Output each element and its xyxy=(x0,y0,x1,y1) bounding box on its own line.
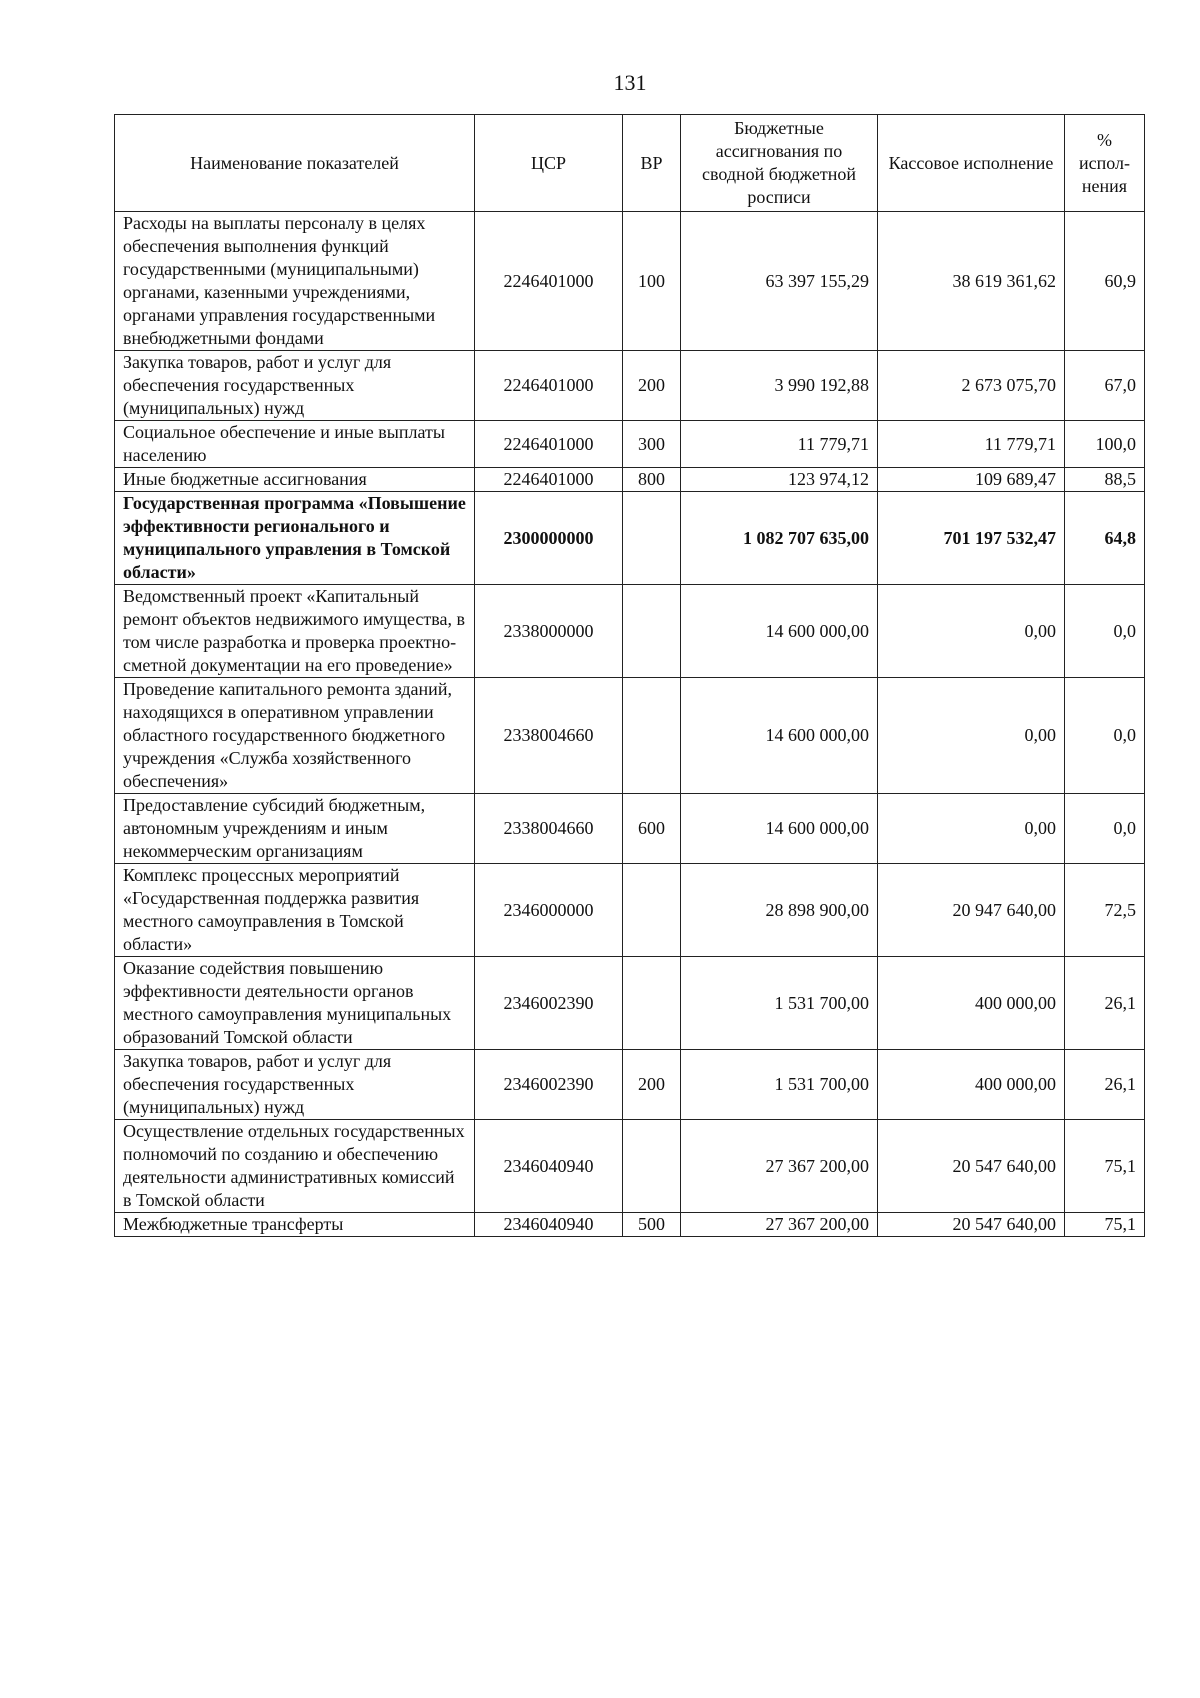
cell-vr xyxy=(623,1120,681,1213)
cell-vr xyxy=(623,678,681,794)
cell-csr: 2338000000 xyxy=(475,585,623,678)
cell-execution: 109 689,47 xyxy=(878,468,1065,492)
cell-execution: 11 779,71 xyxy=(878,421,1065,468)
table-row xyxy=(115,468,1145,492)
cell-name: Закупка товаров, работ и услуг для обеспечения государственных (муниципальных) нужд xyxy=(115,351,475,421)
cell-name: Комплекс процессных мероприятий «Государственная поддержка развития местного самоуправления в Томской области» xyxy=(115,864,475,957)
cell-execution: 20 947 640,00 xyxy=(878,864,1065,957)
cell-percent: 67,0 xyxy=(1065,351,1145,421)
table-row xyxy=(115,492,1145,585)
cell-percent: 75,1 xyxy=(1065,1213,1145,1237)
cell-name: Ведомственный проект «Капитальный ремонт объектов недвижимого имущества, в том числе разработка и проверка проектно-сметной документации на его проведение» xyxy=(115,585,475,678)
cell-budget: 63 397 155,29 xyxy=(681,212,878,351)
cell-budget: 11 779,71 xyxy=(681,421,878,468)
cell-name: Межбюджетные трансферты xyxy=(115,1213,475,1237)
cell-budget: 1 082 707 635,00 xyxy=(681,492,878,585)
cell-name: Социальное обеспечение и иные выплаты населению xyxy=(115,421,475,468)
cell-budget: 28 898 900,00 xyxy=(681,864,878,957)
cell-budget: 3 990 192,88 xyxy=(681,351,878,421)
cell-csr: 2246401000 xyxy=(475,212,623,351)
cell-csr: 2346040940 xyxy=(475,1213,623,1237)
cell-name: Закупка товаров, работ и услуг для обеспечения государственных (муниципальных) нужд xyxy=(115,1050,475,1120)
cell-name: Проведение капитального ремонта зданий, находящихся в оперативном управлении областного государственного бюджетного учреждения «Служба хозяйственного обеспечения» xyxy=(115,678,475,794)
header-name: Наименование показателей xyxy=(115,115,475,212)
cell-name: Иные бюджетные ассигнования xyxy=(115,468,475,492)
table-row xyxy=(115,351,1145,421)
cell-vr xyxy=(623,492,681,585)
cell-csr: 2338004660 xyxy=(475,794,623,864)
cell-vr: 300 xyxy=(623,421,681,468)
cell-percent: 100,0 xyxy=(1065,421,1145,468)
header-percent xyxy=(1065,115,1145,212)
cell-execution: 0,00 xyxy=(878,794,1065,864)
cell-csr: 2246401000 xyxy=(475,421,623,468)
cell-vr: 500 xyxy=(623,1213,681,1237)
cell-budget: 14 600 000,00 xyxy=(681,678,878,794)
table-header-row xyxy=(115,115,1145,212)
cell-vr: 100 xyxy=(623,212,681,351)
table-row xyxy=(115,794,1145,864)
cell-csr: 2346002390 xyxy=(475,1050,623,1120)
budget-execution-table xyxy=(114,114,1145,1237)
page-number: 131 xyxy=(613,70,647,95)
cell-budget: 1 531 700,00 xyxy=(681,1050,878,1120)
cell-csr: 2346002390 xyxy=(475,957,623,1050)
cell-csr: 2300000000 xyxy=(475,492,623,585)
cell-execution: 20 547 640,00 xyxy=(878,1120,1065,1213)
cell-csr: 2246401000 xyxy=(475,468,623,492)
cell-csr: 2346040940 xyxy=(475,1120,623,1213)
table-row xyxy=(115,864,1145,957)
cell-csr: 2338004660 xyxy=(475,678,623,794)
cell-budget: 27 367 200,00 xyxy=(681,1120,878,1213)
cell-execution: 701 197 532,47 xyxy=(878,492,1065,585)
header-vr: ВР xyxy=(623,115,681,212)
cell-execution: 0,00 xyxy=(878,585,1065,678)
cell-csr: 2346000000 xyxy=(475,864,623,957)
cell-budget: 123 974,12 xyxy=(681,468,878,492)
table-row xyxy=(115,212,1145,351)
cell-percent: 75,1 xyxy=(1065,1120,1145,1213)
cell-execution: 38 619 361,62 xyxy=(878,212,1065,351)
cell-execution: 2 673 075,70 xyxy=(878,351,1065,421)
cell-budget: 27 367 200,00 xyxy=(681,1213,878,1237)
cell-budget: 14 600 000,00 xyxy=(681,794,878,864)
header-percent-text: % испол-нения xyxy=(1079,129,1130,196)
cell-name: Расходы на выплаты персоналу в целях обеспечения выполнения функций государственными (муниципальными) органами, казенными учреждениями, органами управления государственными внебюджетными фондами xyxy=(115,212,475,351)
cell-vr xyxy=(623,585,681,678)
cell-vr: 200 xyxy=(623,351,681,421)
cell-name: Государственная программа «Повышение эффективности регионального и муниципального управления в Томской области» xyxy=(115,492,475,585)
cell-percent: 26,1 xyxy=(1065,1050,1145,1120)
cell-execution: 20 547 640,00 xyxy=(878,1213,1065,1237)
header-budget: Бюджетные ассигнования по сводной бюджетной росписи xyxy=(681,115,878,212)
cell-vr: 800 xyxy=(623,468,681,492)
cell-percent: 72,5 xyxy=(1065,864,1145,957)
table-row xyxy=(115,678,1145,794)
cell-name: Оказание содействия повышению эффективности деятельности органов местного самоуправления муниципальных образований Томской области xyxy=(115,957,475,1050)
cell-budget: 14 600 000,00 xyxy=(681,585,878,678)
table-row xyxy=(115,1213,1145,1237)
header-execution: Кассовое исполнение xyxy=(878,115,1065,212)
cell-percent: 26,1 xyxy=(1065,957,1145,1050)
cell-name: Предоставление субсидий бюджетным, автономным учреждениям и иным некоммерческим организациям xyxy=(115,794,475,864)
cell-execution: 400 000,00 xyxy=(878,1050,1065,1120)
cell-execution: 0,00 xyxy=(878,678,1065,794)
cell-vr xyxy=(623,957,681,1050)
cell-percent: 0,0 xyxy=(1065,794,1145,864)
cell-csr: 2246401000 xyxy=(475,351,623,421)
cell-name: Осуществление отдельных государственных полномочий по созданию и обеспечению деятельности административных комиссий в Томской области xyxy=(115,1120,475,1213)
cell-percent: 60,9 xyxy=(1065,212,1145,351)
cell-execution: 400 000,00 xyxy=(878,957,1065,1050)
cell-vr xyxy=(623,864,681,957)
cell-percent: 0,0 xyxy=(1065,585,1145,678)
table-row xyxy=(115,1050,1145,1120)
cell-vr: 200 xyxy=(623,1050,681,1120)
table-row xyxy=(115,1120,1145,1213)
table-body xyxy=(115,212,1145,1237)
table-row xyxy=(115,957,1145,1050)
cell-percent: 88,5 xyxy=(1065,468,1145,492)
cell-percent: 64,8 xyxy=(1065,492,1145,585)
table-row xyxy=(115,421,1145,468)
cell-budget: 1 531 700,00 xyxy=(681,957,878,1050)
header-csr: ЦСР xyxy=(475,115,623,212)
table-row xyxy=(115,585,1145,678)
cell-percent: 0,0 xyxy=(1065,678,1145,794)
cell-vr: 600 xyxy=(623,794,681,864)
